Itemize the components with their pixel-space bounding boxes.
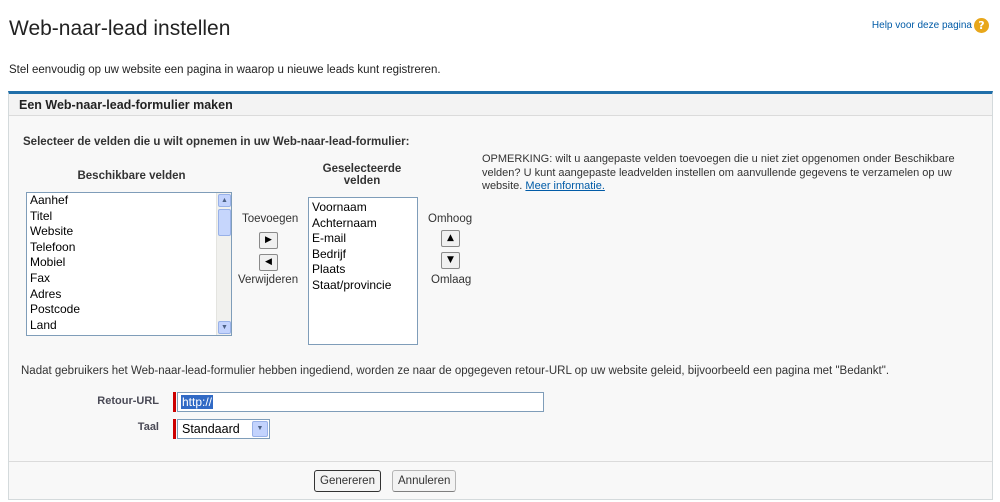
move-up-button[interactable]: ▲ (441, 230, 460, 247)
selected-fields-list[interactable] (308, 197, 418, 345)
panel-title: Een Web-naar-lead-formulier maken (19, 98, 233, 112)
list-item[interactable]: Postcode (30, 302, 81, 317)
custom-fields-note (482, 153, 982, 194)
help-icon[interactable]: ? (974, 18, 989, 33)
cancel-button[interactable]: Annuleren (392, 470, 456, 492)
page-description: Stel eenvoudig op uw website een pagina in waarop u nieuwe leads kunt registreren. (9, 64, 441, 76)
list-item[interactable]: E-mail (312, 231, 347, 246)
return-url-label: Retour-URL (97, 395, 159, 407)
field-selection-instruction: Selecteer de velden die u wilt opnemen in uw Web-naar-lead-formulier: (23, 136, 410, 148)
panel-header (9, 94, 992, 116)
list-item[interactable]: Mobiel (30, 255, 66, 270)
list-item[interactable]: Bedrijf (312, 246, 347, 261)
remove-field-button[interactable]: ◀ (259, 254, 278, 271)
move-down-label: Omlaag (431, 274, 472, 286)
help-link[interactable]: Help voor deze pagina (871, 20, 972, 31)
more-info-link[interactable]: Meer informatie. (525, 180, 605, 192)
scroll-thumb[interactable] (218, 209, 231, 236)
language-value: Standaard (182, 422, 240, 436)
available-fields-list[interactable] (26, 192, 232, 336)
redirect-description: Nadat gebruikers het Web-naar-lead-formulier hebben ingediend, worden ze naar de opgegeven retour-URL op uw website geleid, bijvoorbeeld een pagina met "Bedankt". (21, 365, 890, 377)
selected-fields-header-line1: Geselecteerde (322, 163, 402, 175)
return-url-value[interactable]: http:// (182, 395, 213, 409)
required-indicator (173, 419, 176, 439)
note-text: OPMERKING: wilt u aangepaste velden toevoegen die u niet ziet opgenomen onder Beschikbare velden? U kunt aangepaste leadvelden instellen om aanvullende gegevens te verzamelen op uw website. (482, 153, 955, 192)
list-item[interactable]: Fax (30, 270, 51, 285)
scroll-down-icon[interactable]: ▼ (218, 321, 231, 334)
list-item[interactable]: Website (30, 224, 74, 239)
list-item[interactable]: Adres (30, 286, 62, 301)
add-field-button[interactable]: ▶ (259, 232, 278, 249)
add-label: Toevoegen (242, 213, 299, 225)
selected-fields-header-line2: velden (343, 175, 381, 187)
list-item[interactable]: Aanhef (30, 193, 69, 207)
page-title: Web-naar-lead instellen (9, 17, 231, 40)
language-select[interactable] (177, 419, 270, 439)
generate-button[interactable]: Genereren (314, 470, 381, 492)
button-bar (9, 461, 992, 499)
list-item[interactable]: Titel (30, 208, 53, 223)
list-item[interactable]: Voornaam (312, 200, 367, 214)
scroll-up-icon[interactable]: ▲ (218, 194, 231, 207)
available-fields-header: Beschikbare velden (77, 170, 186, 182)
list-item[interactable]: Achternaam (312, 215, 377, 230)
required-indicator (173, 392, 176, 412)
selected-fields-header (306, 163, 418, 187)
chevron-down-icon[interactable]: ▼ (252, 421, 268, 437)
list-item[interactable]: Staat/provincie (312, 277, 392, 292)
language-label: Taal (137, 421, 159, 433)
remove-label: Verwijderen (238, 274, 299, 286)
move-up-label: Omhoog (428, 213, 473, 225)
scrollbar[interactable] (216, 193, 231, 335)
move-down-button[interactable]: ▼ (441, 252, 460, 269)
list-item[interactable]: Land (30, 317, 57, 332)
list-item[interactable]: Plaats (312, 262, 346, 277)
list-item[interactable]: Telefoon (30, 239, 76, 254)
return-url-input[interactable] (177, 392, 544, 412)
